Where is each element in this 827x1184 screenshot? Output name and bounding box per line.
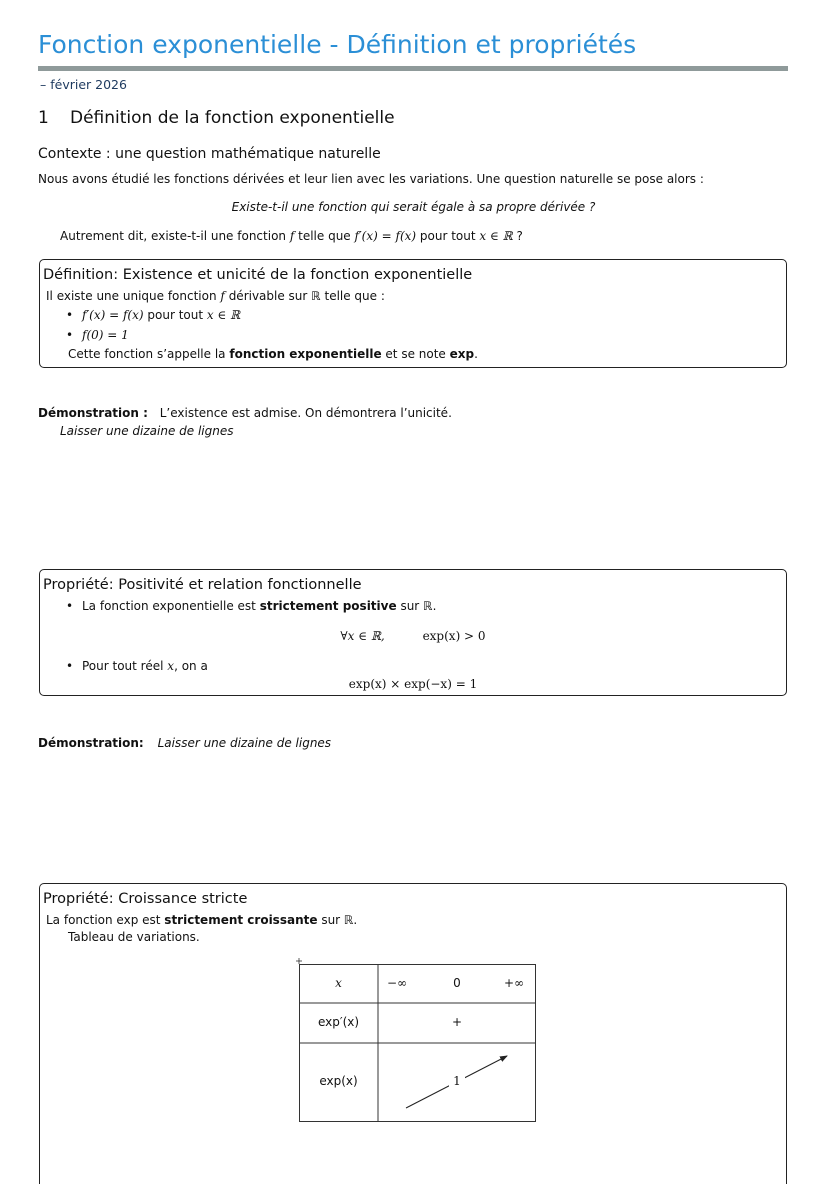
definition-f: f: [220, 289, 225, 303]
table-x-pos-inf: +∞: [504, 976, 525, 990]
closing-text-c: .: [474, 347, 478, 361]
demo1-label: Démonstration :: [38, 406, 148, 420]
demo2-note: Laisser une dizaine de lignes: [157, 736, 332, 750]
formula1-quantifier: ∀x ∈ ℝ,: [340, 629, 385, 643]
property2-text-b: sur ℝ.: [321, 913, 358, 927]
table-x-neg-inf: −∞: [387, 976, 408, 990]
demo1-text: L’existence est admise. On démontrera l’unicité.: [159, 406, 452, 420]
definition-line1: [46, 289, 385, 303]
table-x-label: x: [335, 976, 342, 990]
rephrase-text-c: pour tout: [419, 229, 476, 243]
property1-b2-text-a: Pour tout réel: [82, 659, 164, 673]
demo1-note: Laisser une dizaine de lignes: [60, 424, 234, 438]
definition-bullet-2: [82, 328, 129, 342]
rephrase-text-b: telle que: [298, 229, 351, 243]
rephrase-set: x ∈ ℝ: [479, 229, 513, 243]
property2-line2: Tableau de variations.: [68, 930, 200, 944]
property1-b1-bold: strictement positive: [259, 599, 397, 613]
definition-text-b: dérivable sur ℝ telle que :: [228, 289, 385, 303]
demo1-line: [38, 406, 452, 420]
property1-formula-1: [40, 629, 786, 643]
property2-title: Propriété: Croissance stricte: [43, 891, 248, 907]
closing-text-b: et se note: [385, 347, 446, 361]
formula1-inequality: exp(x) > 0: [422, 629, 486, 643]
context-question: Existe-t-il une fonction qui serait égale à sa propre dérivée ?: [231, 200, 596, 214]
table-func-label: exp(x): [319, 1074, 358, 1088]
definition-text-a: Il existe une unique fonction: [46, 289, 217, 303]
rephrase-text-a: Autrement dit, existe-t-il une fonction: [60, 229, 287, 243]
property1-formula-2: exp(x) × exp(−x) = 1: [348, 677, 478, 691]
context-intro: Nous avons étudié les fonctions dérivées et leur lien avec les variations. Une question naturelle se pose alors :: [38, 172, 704, 186]
closing-text-a: Cette fonction s’appelle la: [68, 347, 226, 361]
rephrase-equation: f′(x) = f(x): [354, 229, 417, 243]
property1-b2-text-b: , on a: [174, 659, 208, 673]
document-date: – février 2026: [40, 77, 127, 92]
definition-bullet1-set: x ∈ ℝ: [206, 308, 241, 322]
demo2-line: [38, 736, 331, 750]
definition-closing: [68, 347, 478, 361]
closing-exp: exp: [449, 347, 475, 361]
definition-bullet2-eq: f(0) = 1: [82, 328, 129, 342]
title-rule: [38, 66, 788, 71]
property2-text-a: La fonction exp est: [46, 913, 161, 927]
section-title: Définition de la fonction exponentielle: [70, 108, 395, 128]
property1-box: [39, 569, 787, 696]
section-heading: [38, 108, 395, 128]
property1-b2-x: x: [167, 659, 175, 673]
definition-title: Définition: Existence et unicité de la fonction exponentielle: [43, 267, 473, 283]
section-number: 1: [38, 108, 49, 128]
table-deriv-sign: +: [451, 1015, 463, 1029]
property2-line1: [46, 913, 357, 927]
table-func-value: 1: [449, 1074, 465, 1088]
definition-bullet1-text: pour tout: [147, 308, 204, 322]
property1-b1-text-b: sur ℝ.: [400, 599, 437, 613]
definition-box: [39, 259, 787, 368]
definition-bullet1-eq: f′(x) = f(x): [82, 308, 144, 322]
property1-bullet-2: [82, 659, 208, 673]
property1-bullet-1: [82, 599, 436, 613]
context-rephrase: [60, 229, 523, 243]
property2-bold: strictement croissante: [164, 913, 318, 927]
rephrase-text-d: ?: [516, 229, 523, 243]
demo2-label: Démonstration:: [38, 736, 144, 750]
rephrase-f: f: [289, 229, 295, 243]
table-x-zero: 0: [453, 976, 461, 990]
table-deriv-label: exp′(x): [317, 1015, 360, 1029]
page-title: Fonction exponentielle - Définition et propriétés: [38, 30, 637, 59]
closing-bold: fonction exponentielle: [229, 347, 382, 361]
property1-b1-text-a: La fonction exponentielle est: [82, 599, 256, 613]
context-heading: Contexte : une question mathématique naturelle: [38, 146, 381, 162]
property1-title: Propriété: Positivité et relation fonctionnelle: [43, 577, 362, 593]
definition-bullet-1: [82, 308, 240, 322]
variation-table: [299, 964, 537, 1122]
